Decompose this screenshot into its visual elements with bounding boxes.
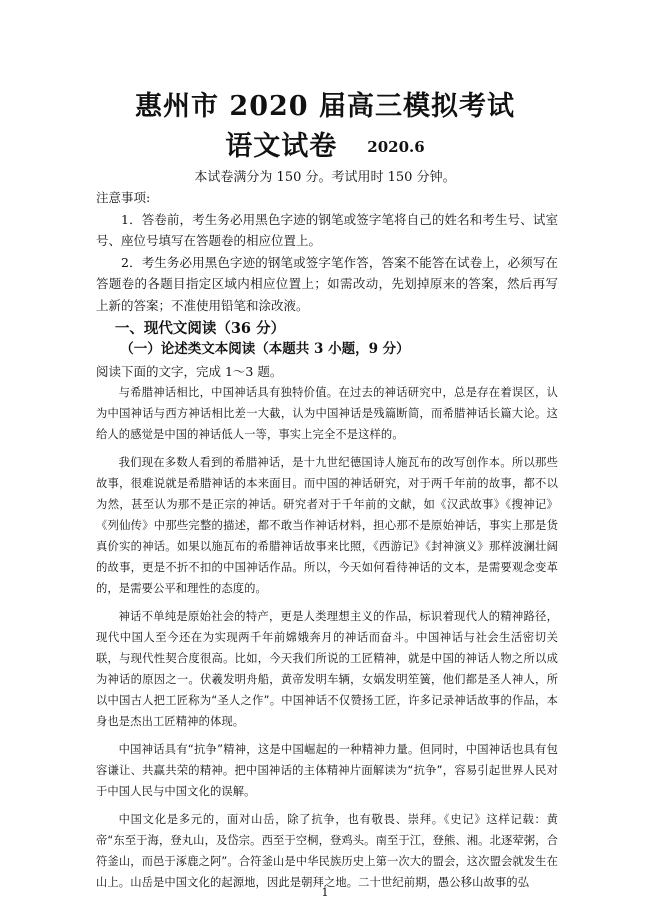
- exam-body: [96, 187, 558, 893]
- passage-paragraph-3: 神话不单纯是原始社会的特产，更是人类理想主义的作品，标识着现代人的精神路径，现代中国人至今还在为实现两千年前嫦娥奔月的神话而奋斗。中国神话与社会生活密切关联，与现代性契合度很高。比如，今天我们所说的工匠精神，就是中国的神话人物之所以成为神话的原因之一。伏羲发明舟船，黄帝发明车辆，女娲发明笙簧，他们都是圣人神人，所以中国古人把工匠称为“圣人之作”。中国神话不仅赞扬工匠，许多记录神话故事的作品，本身也是杰出工匠精神的体现。: [96, 610, 558, 729]
- subtitle-row: [0, 124, 650, 163]
- passage-paragraph-2: 我们现在多数人看到的希腊神话，是十九世纪德国诗人施瓦布的改写创作本。所以那些故事，很难说就是希腊神话的本来面目。而中国的神话研究，对于两千年前的故事，都不以为然，甚至认为那不是正宗的神话。研究者对于千年前的文献，如《汉武故事》《搜神记》《列仙传》中那些完整的描述，都不敢当作神话材料，担心那不是原始神话，事实上那是货真价实的神话。如果以施瓦布的希腊神话故事来比照，《西游记》《封神演义》那样波澜壮阔的故事，更是不折不扣的中国神话作品。所以，今天如何看待神话的文本，是需要观念变革的，是需要公平和理性的态度的。: [96, 456, 558, 596]
- exam-date: 2020.6: [367, 138, 425, 156]
- reading-passage: [96, 382, 558, 893]
- passage-paragraph-1: 与希腊神话相比，中国神话具有独特价值。在过去的神话研究中，总是存在着误区，认为中国神话与西方神话相比差一大截，认为中国神话是残篇断简，而希腊神话长篇大论。这给人的感觉是中国的神话低人一等，事实上完全不是这样的。: [96, 386, 558, 442]
- exam-title: 惠州市 2020 届高三模拟考试: [135, 91, 515, 122]
- exam-subtitle: 语文试卷: [225, 131, 338, 162]
- passage-paragraph-4: 中国神话具有“抗争”精神，这是中国崛起的一种精神力量。但同时，中国神话也具有包容谦让、共赢共荣的精神。把中国神话的主体精神片面解读为“抗争”，容易引起世界人民对于中国人民与中国文化的误解。: [96, 743, 558, 799]
- notice-label: 注意事项:: [96, 190, 151, 205]
- section-title: 一、现代文阅读（36 分）: [114, 319, 286, 337]
- passage-paragraph-5: 中国文化是多元的，面对山岳，除了抗争，也有敬畏、崇拜。《史记》这样记载：黄帝“东至于海，登丸山，及岱宗。西至于空桐，登鸡头。南至于江，登熊、湘。北逐荤粥，合符釜山，而邑于涿鹿之阿”。合符釜山是中华民族历史上第一次大的盟会，这次盟会就发生在山上。山岳是中国文化的起源地，因此是朝拜之地。二十世纪前期，愚公移山故事的弘: [96, 813, 558, 890]
- reading-instruction: 阅读下面的文字，完成 1～3 题。: [96, 363, 283, 379]
- page-number: 1: [321, 886, 329, 899]
- score-line: 本试卷满分为 150 分。考试用时 150 分钟。: [194, 170, 456, 185]
- subsection-title: （一）论述类文本阅读（本题共 3 小题，9 分）: [120, 341, 410, 358]
- notice-item-2: 2．考生务必用黑色字迹的钢笔或签字笔作答，答案不能答在试卷上，必须写在答题卷的各题目指定区域内相应位置上；如需改动，先划掉原来的答案，然后再写上新的答案；不准使用铅笔和涂改液。: [96, 254, 558, 313]
- notice-item-1: 1．答卷前，考生务必用黑色字迹的钢笔或签字笔将自己的姓名和考生号、试室号、座位号填写在答题卷的相应位置上。: [96, 211, 558, 249]
